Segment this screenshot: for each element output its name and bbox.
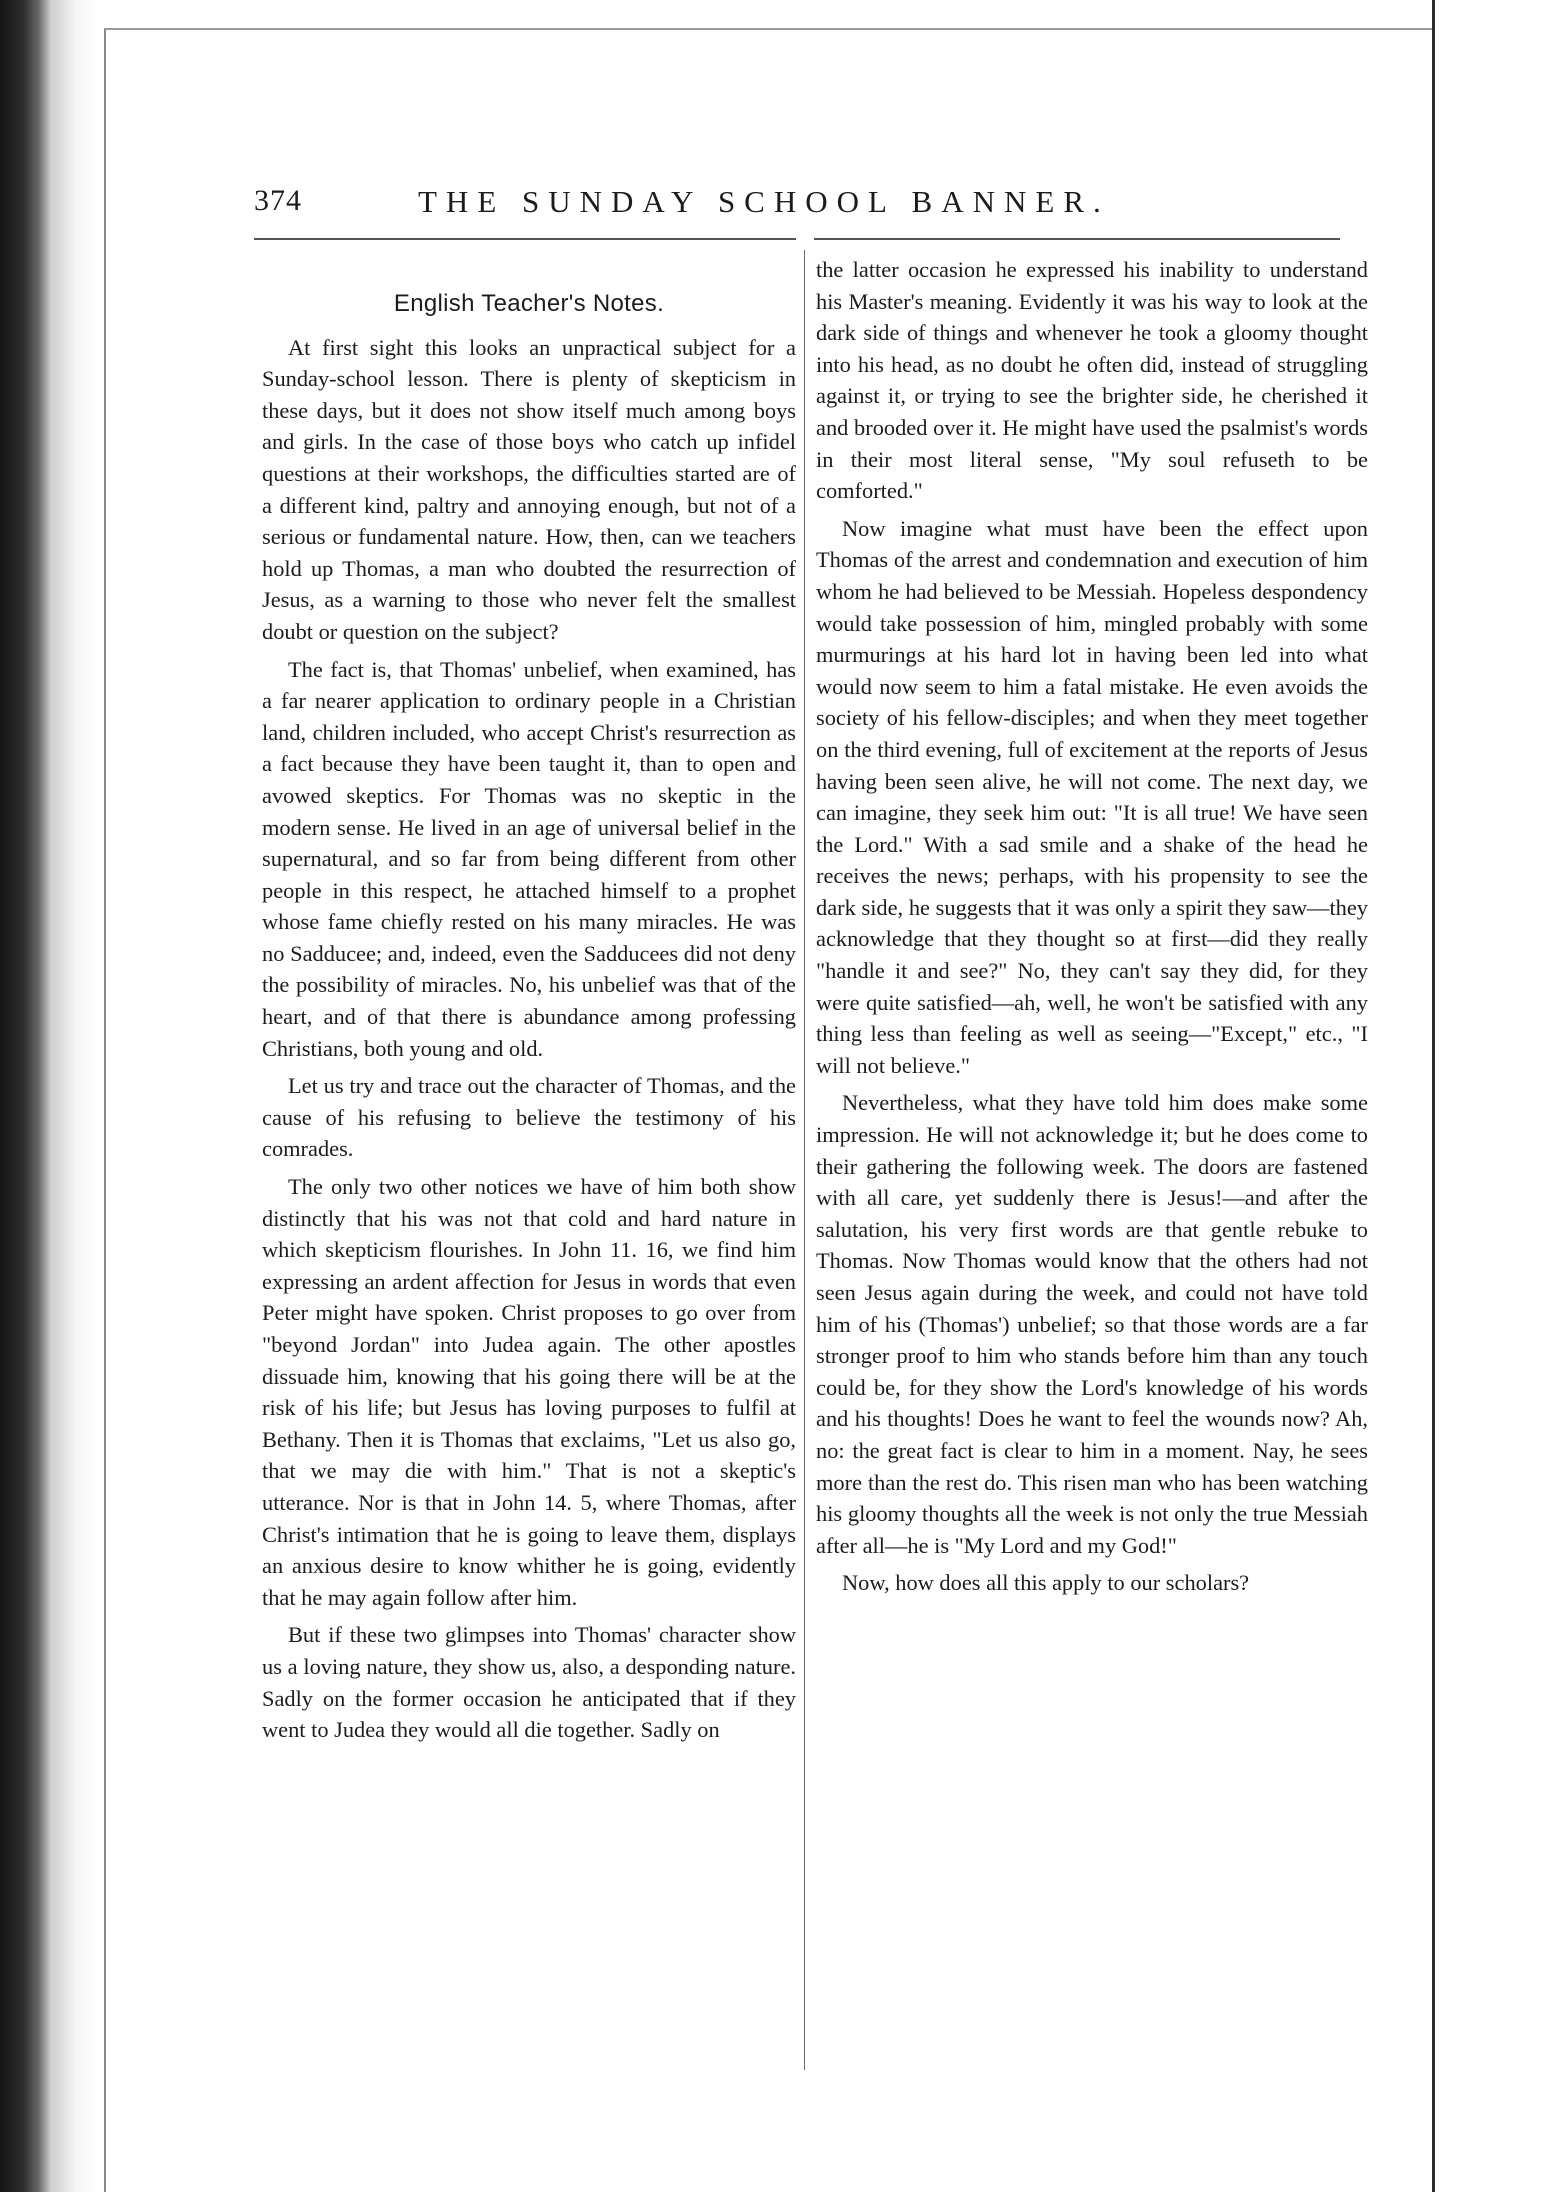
paragraph: Now imagine what must have been the effect upon Thomas of the arrest and condemnation and execution of him whom he had believed to be Messiah. Hopeless despondency would take possession of him, mingled probably with some murmurings at his hard lot in having been led into what would now seem to him a fatal mistake. He even avoids the society of his fellow-disciples; and when they meet together on the third evening, full of excitement at the reports of Jesus having been seen alive, he will not come. The next day, we can imagine, they seek him out: "It is all true! We have seen the Lord." With a sad smile and a shake of the head he receives the news; perhaps, with his propensity to see the dark side, he suggests that it was only a spirit they saw—they acknowledge that they thought so at first—did they really "handle it and see?" No, they can't say they did, for they were quite satisfied—ah, well, he won't be satisfied with any thing less than feeling as well as seeing—"Except," etc., "I will not believe." xyxy=(816,515,1368,1078)
book-binding-shadow xyxy=(0,0,52,2192)
page-edge-top xyxy=(104,28,1434,30)
page-gutter xyxy=(52,0,98,2192)
paragraph: The fact is, that Thomas' unbelief, when examined, has a far nearer application to ordinary people in a Christian land, children included, who accept Christ's resurrection as a fact because they have been taught it, than to open and avowed skeptics. For Thomas was no skeptic in the modern sense. He lived in an age of universal belief in the supernatural, and so far from being different from other people in this respect, he attached himself to a prophet whose fame chiefly rested on his many miracles. He was no Sadducee; and, indeed, even the Sadducees did not deny the possibility of miracles. No, his unbelief was that of the heart, and of that there is abundance among professing Christians, both young and old. xyxy=(262,656,796,1061)
paragraph: The only two other notices we have of him both show distinctly that his was not that cold and hard nature in which skepticism flourishes. In John 11. 16, we find him expressing an ardent affection for Jesus in words that even Peter might have spoken. Christ proposes to go over from "beyond Jordan" into Judea again. The other apostles dissuade him, knowing that his going there will be at the risk of his life; but Jesus has loving purposes to fulfil at Bethany. Then it is Thomas that exclaims, "Let us also go, that we may die with him." That is not a skeptic's utterance. Nor is that in John 14. 5, where Thomas, after Christ's intimation that he is going to leave them, displays an anxious desire to know whither he is going, evidently that he may again follow after him. xyxy=(262,1174,796,1610)
right-column xyxy=(816,254,1368,1605)
page-number: 374 xyxy=(254,184,302,217)
paragraph: But if these two glimpses into Thomas' character show us a loving nature, they show us, also, a desponding nature. Sadly on the former occasion he anticipated that if they went to Judea they would all die together. Sadly on xyxy=(262,1622,796,1743)
running-header xyxy=(254,184,1344,224)
paragraph: Now, how does all this apply to our scholars? xyxy=(842,1570,1250,1596)
header-rule-right xyxy=(814,238,1340,240)
paragraph-continued: the latter occasion he expressed his inability to understand his Master's meaning. Evidently it was his way to look at the dark side of things and whenever he took a gloomy thought into his head, as no doubt he often did, instead of struggling against it, or trying to see the brighter side, he cherished it and brooded over it. He might have used the psalmist's words in their most literal sense, "My soul refuseth to be comforted." xyxy=(816,257,1368,504)
header-rule-left xyxy=(254,238,796,240)
adjacent-page-margin xyxy=(1435,0,1544,2192)
left-column xyxy=(262,258,796,1752)
paragraph: Nevertheless, what they have told him does make some impression. He will not acknowledge it; but he does come to their gathering the following week. The doors are fastened with all care, yet suddenly there is Jesus!—and after the salutation, his very first words are that gentle rebuke to Thomas. Now Thomas would know that the others had not seen Jesus again during the week, and could not have told him of his (Thomas') unbelief; so that those words are a far stronger proof to him who stands before him than any touch could be, for they show the Lord's knowledge of his words and his thoughts! Does he want to feel the wounds now? Ah, no: the great fact is clear to him in a moment. Nay, he sees more than the rest do. This risen man who has been watching his gloomy thoughts all the week is not only the true Messiah after all—he is "My Lord and my God!" xyxy=(816,1090,1368,1558)
paragraph: At first sight this looks an unpractical subject for a Sunday-school lesson. There is plenty of skepticism in these days, but it does not show itself much among boys and girls. In the case of those boys who catch up infidel questions at their workshops, the difficulties started are of a different kind, paltry and annoying enough, but not of a serious or fundamental nature. How, then, can we teachers hold up Thomas, a man who doubted the resurrection of Jesus, as a warning to those who never felt the smallest doubt or question on the subject? xyxy=(262,334,796,644)
running-title: THE SUNDAY SCHOOL BANNER. xyxy=(418,184,1110,219)
article-title: English Teacher's Notes. xyxy=(393,290,665,317)
paragraph: Let us try and trace out the character of Thomas, and the cause of his refusing to believe the testimony of his comrades. xyxy=(262,1073,796,1162)
column-divider xyxy=(804,250,805,2070)
page-edge-left xyxy=(104,28,106,2192)
